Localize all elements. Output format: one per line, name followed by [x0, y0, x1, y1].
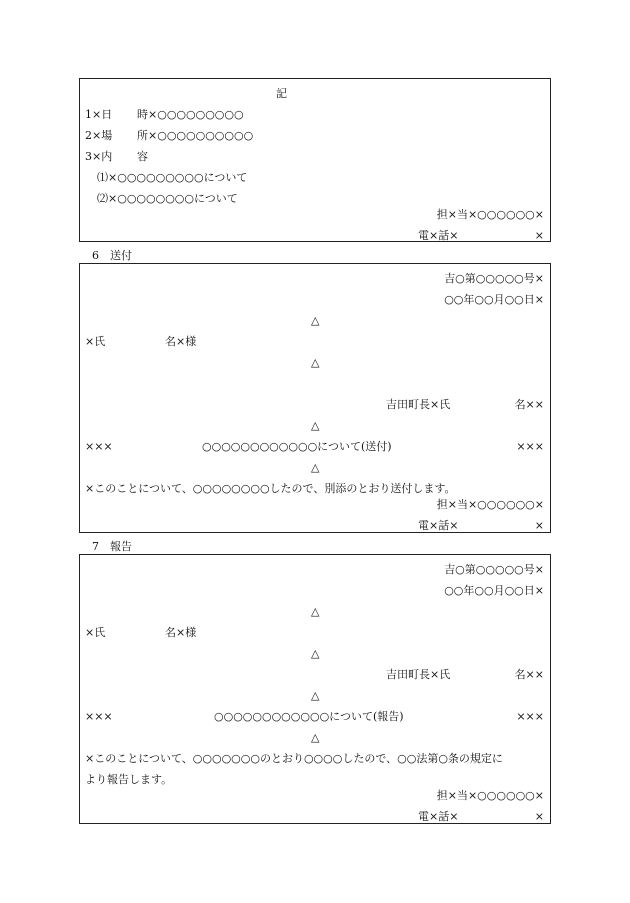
contact-phone-end: × [534, 519, 544, 532]
item1-text: 時×○○○○○○○○○ [137, 108, 244, 121]
title-right-marks: ××× [516, 710, 544, 723]
document-date: ○○年○○月○○日× [444, 584, 544, 597]
blank-line-marker: △ [311, 731, 320, 744]
contact-person: 担×当×○○○○○○× [436, 498, 544, 511]
notice-box-ki [79, 78, 551, 242]
contact-phone-end: × [534, 229, 544, 242]
title-right-marks: ××× [516, 440, 544, 453]
template-box-send [79, 263, 551, 533]
document-date: ○○年○○月○○日× [444, 293, 544, 306]
contact-phone-end: × [534, 810, 544, 823]
document-number: 吉○第○○○○○号× [444, 563, 544, 576]
contact-person: 担×当×○○○○○○× [436, 789, 544, 802]
blank-line-marker: △ [311, 314, 320, 327]
item1-number: 1×日 [85, 108, 113, 121]
template-box-report [79, 554, 551, 824]
subitem-2: ⑵×○○○○○○○○について [97, 192, 238, 205]
blank-line-marker: △ [311, 605, 320, 618]
document-number: 吉○第○○○○○号× [444, 272, 544, 285]
section-7-heading: 7 報告 [92, 540, 132, 553]
sender-name-suffix: 名×× [514, 398, 544, 411]
item2-text: 所×○○○○○○○○○○ [137, 129, 254, 142]
document-title: ○○○○○○○○○○○○について(報告) [214, 710, 404, 723]
body-text: ×このことについて、○○○○○○○○したので、別添のとおり送付します。 [85, 482, 456, 495]
body-text-line-2: より報告します。 [85, 773, 173, 786]
sender-name-suffix: 名×× [514, 668, 544, 681]
recipient-prefix: ×氏 [85, 335, 106, 348]
contact-phone-label: 電×話× [418, 229, 459, 242]
subitem-1: ⑴×○○○○○○○○○について [97, 171, 248, 184]
document-title: ○○○○○○○○○○○○について(送付) [202, 440, 392, 453]
title-left-marks: ××× [85, 440, 113, 453]
item2-number: 2×場 [85, 129, 113, 142]
recipient-name: 名×様 [165, 626, 197, 639]
item3-number: 3×内 [85, 150, 113, 163]
recipient-name: 名×様 [165, 335, 197, 348]
recipient-prefix: ×氏 [85, 626, 106, 639]
blank-line-marker: △ [311, 356, 320, 369]
ki-heading: 記 [276, 87, 287, 100]
title-left-marks: ××× [85, 710, 113, 723]
blank-line-marker: △ [311, 647, 320, 660]
body-text-line-1: ×このことについて、○○○○○○○のとおり○○○○したので、○○法第○条の規定に [85, 752, 503, 765]
section-6-heading: 6 送付 [92, 249, 132, 262]
sender-name: 吉田町長×氏 [386, 668, 451, 681]
blank-line-marker: △ [311, 419, 320, 432]
contact-phone-label: 電×話× [418, 810, 459, 823]
contact-person: 担×当×○○○○○○× [436, 208, 544, 221]
sender-name: 吉田町長×氏 [386, 398, 451, 411]
item3-text: 容 [137, 150, 148, 163]
blank-line-marker: △ [311, 461, 320, 474]
blank-line-marker: △ [311, 689, 320, 702]
contact-phone-label: 電×話× [418, 519, 459, 532]
